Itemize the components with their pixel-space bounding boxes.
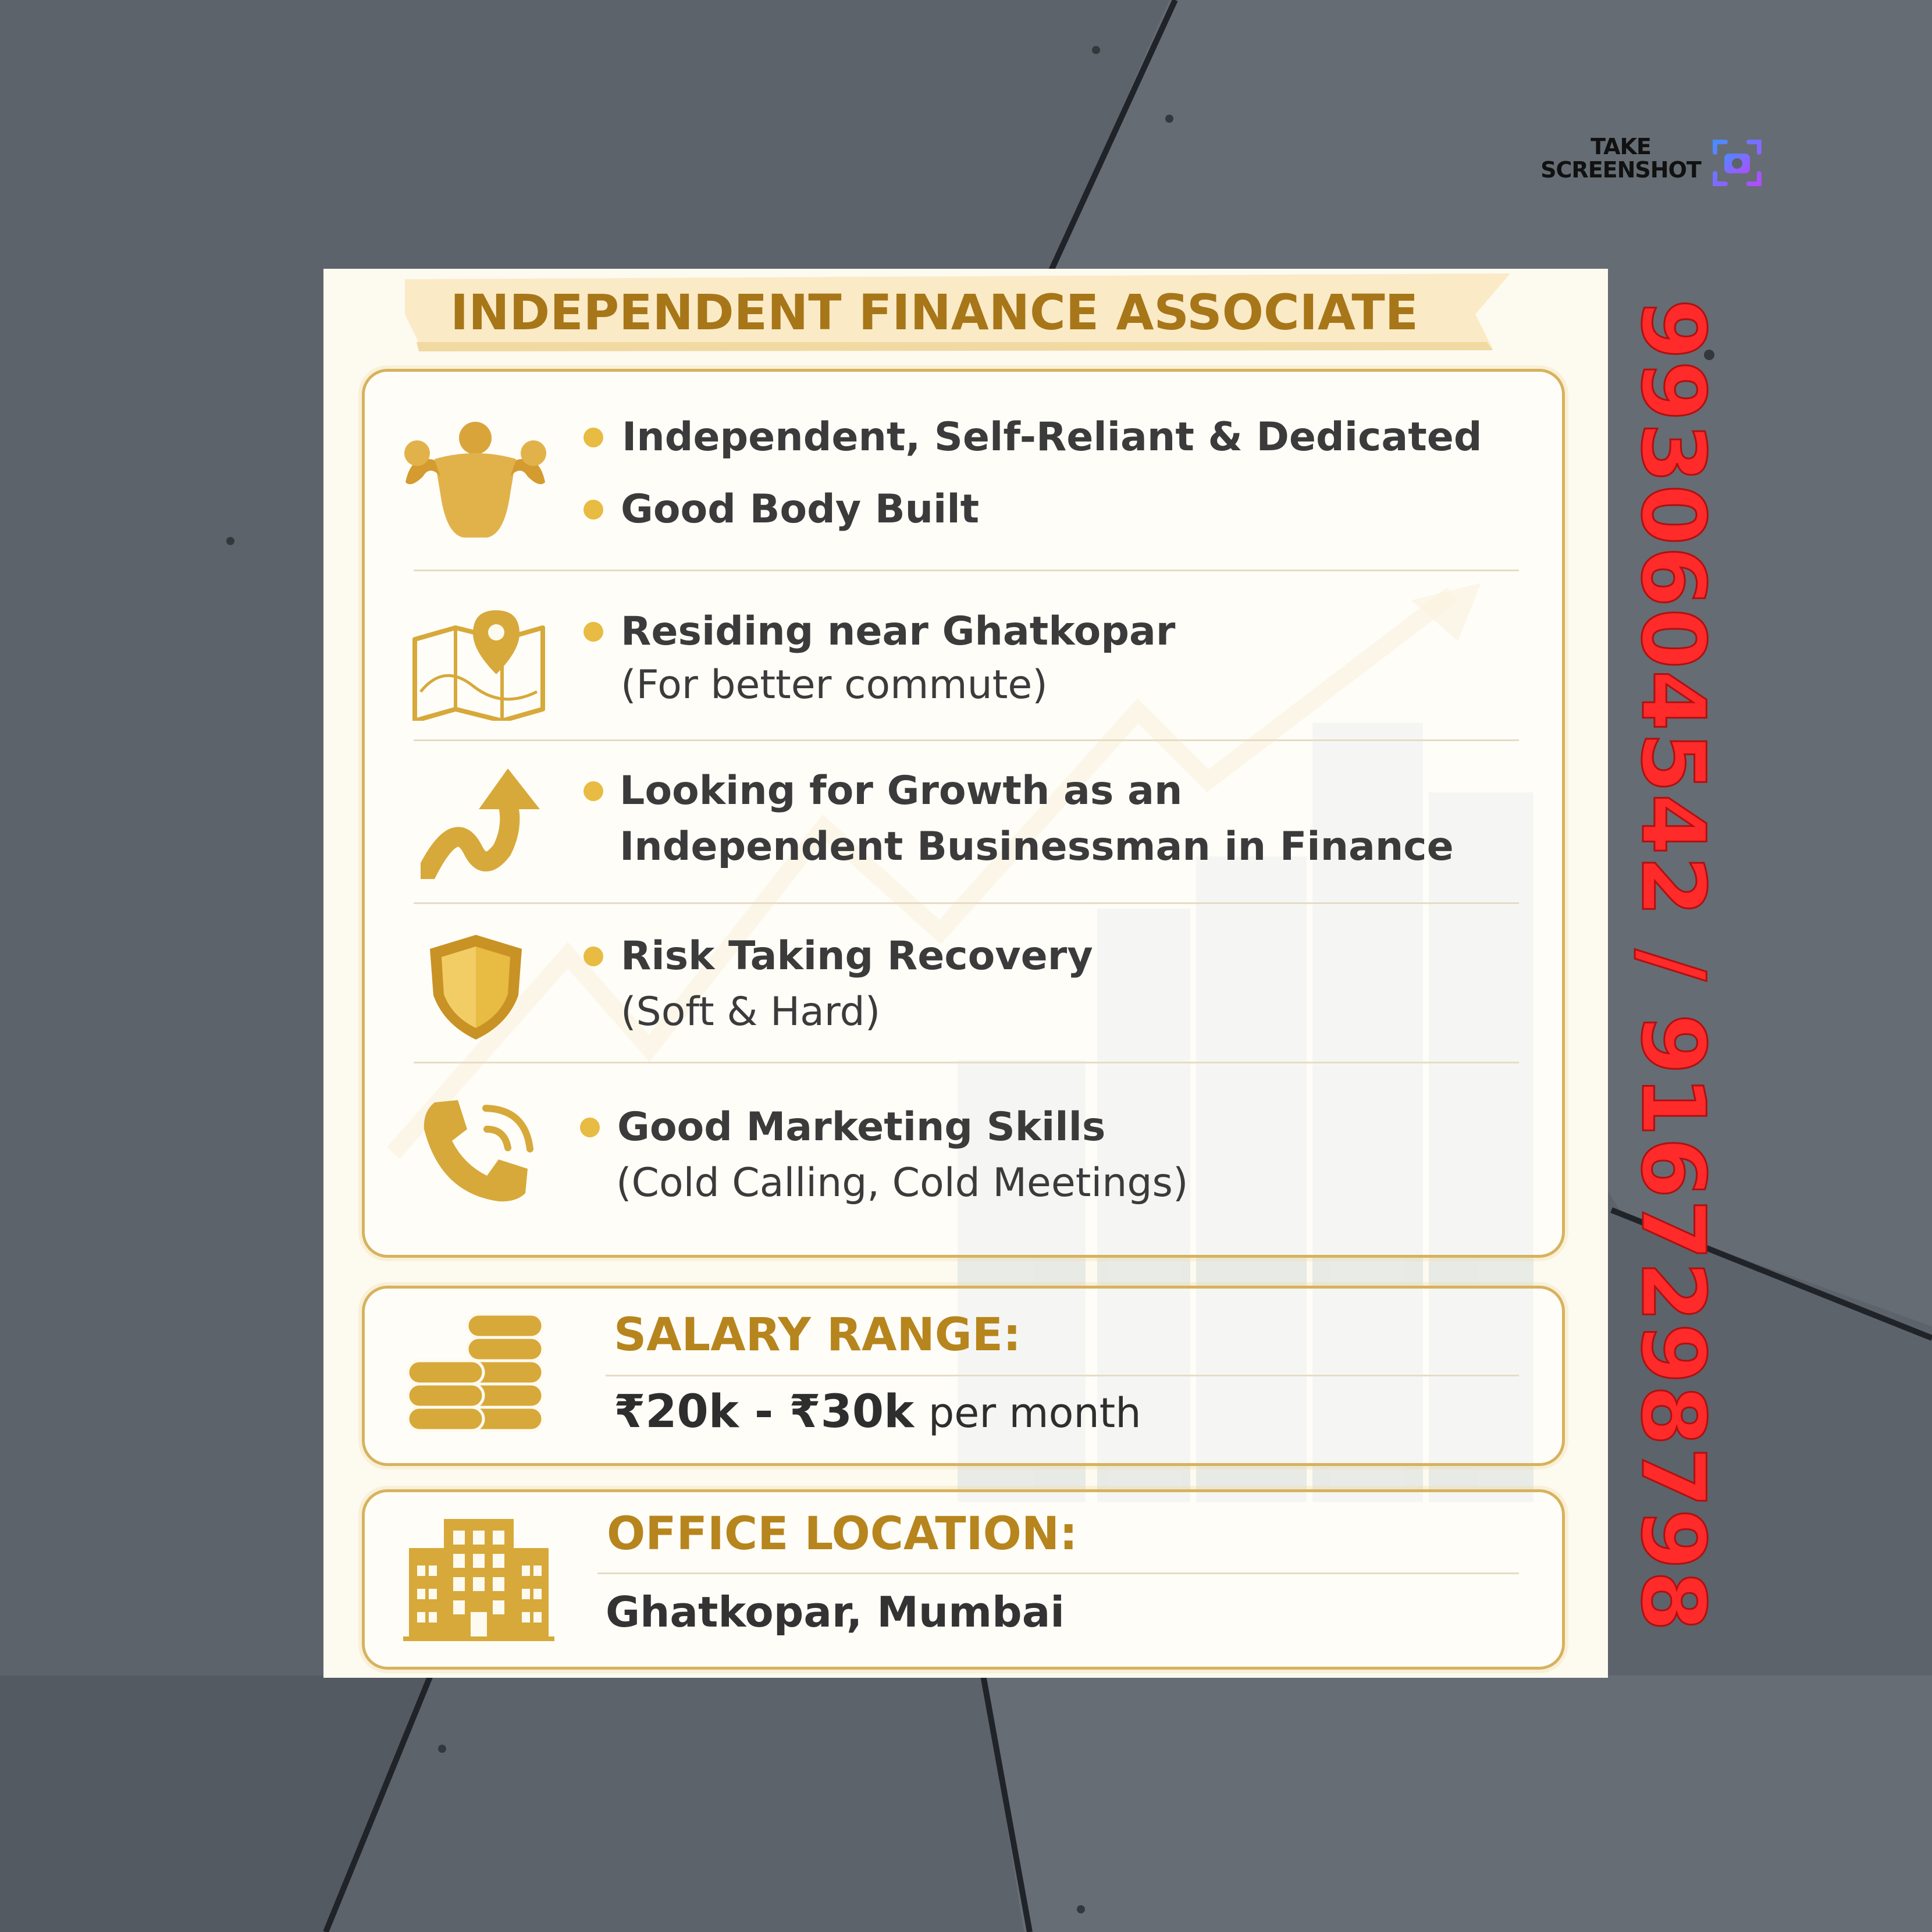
phone-numbers-text: 9930604542 / 9167298798: [1622, 298, 1723, 1633]
row-divider: [414, 902, 1519, 904]
watermark-text: [1533, 135, 1708, 182]
office-location-value: Ghatkopar, Mumbai: [606, 1588, 1065, 1636]
office-heading: OFFICE LOCATION:: [607, 1508, 1078, 1560]
row-divider: [414, 739, 1519, 741]
requirements-box: [362, 369, 1565, 1258]
requirement-line: Independent Businessman in Finance: [620, 824, 1454, 870]
requirement-line: Looking for Growth as an: [620, 768, 1183, 814]
bullet-icon: [583, 500, 603, 520]
office-box: [362, 1489, 1565, 1670]
watermark-line-2: SCREENSHOT: [1540, 157, 1701, 183]
requirement-line: Independent, Self-Reliant & Dedicated: [622, 414, 1482, 460]
requirement-line: (Soft & Hard): [621, 989, 881, 1035]
salary-heading: SALARY RANGE:: [614, 1309, 1022, 1361]
requirement-line: Risk Taking Recovery: [621, 933, 1093, 979]
heading-divider: [606, 1375, 1519, 1376]
bullet-icon: [583, 947, 603, 966]
contact-phone-numbers: [1611, 298, 1734, 1633]
muscle-body-icon: [400, 418, 551, 540]
job-flyer: [323, 269, 1608, 1678]
row-divider: [414, 570, 1519, 571]
flyer-title: INDEPENDENT FINANCE ASSOCIATE: [450, 284, 1419, 341]
phone-call-icon: [417, 1094, 533, 1205]
row-divider: [414, 1062, 1519, 1063]
salary-value: [614, 1383, 1141, 1442]
salary-amount: ₹20k - ₹30k: [614, 1386, 915, 1438]
office-building-icon: [403, 1513, 554, 1641]
map-pin-icon: [409, 604, 549, 721]
growth-arrow-icon: [421, 768, 543, 879]
shield-icon: [426, 931, 525, 1042]
bullet-icon: [583, 781, 603, 801]
watermark-line-1: TAKE: [1591, 134, 1651, 159]
coin-stack-icon: [403, 1308, 549, 1436]
salary-unit: per month: [928, 1389, 1141, 1437]
salary-box: [362, 1286, 1565, 1466]
bullet-icon: [583, 622, 603, 642]
requirement-line: Good Marketing Skills: [617, 1104, 1106, 1150]
requirement-line: Good Body Built: [621, 486, 980, 532]
heading-divider: [597, 1572, 1519, 1574]
requirement-line: (For better commute): [621, 662, 1048, 708]
requirement-line: Residing near Ghatkopar: [621, 609, 1176, 654]
requirement-line: (Cold Calling, Cold Meetings): [616, 1160, 1189, 1206]
bullet-icon: [583, 428, 603, 447]
bullet-icon: [580, 1118, 600, 1137]
take-screenshot-watermark: [1533, 134, 1778, 192]
camera-focus-icon: [1708, 134, 1766, 192]
